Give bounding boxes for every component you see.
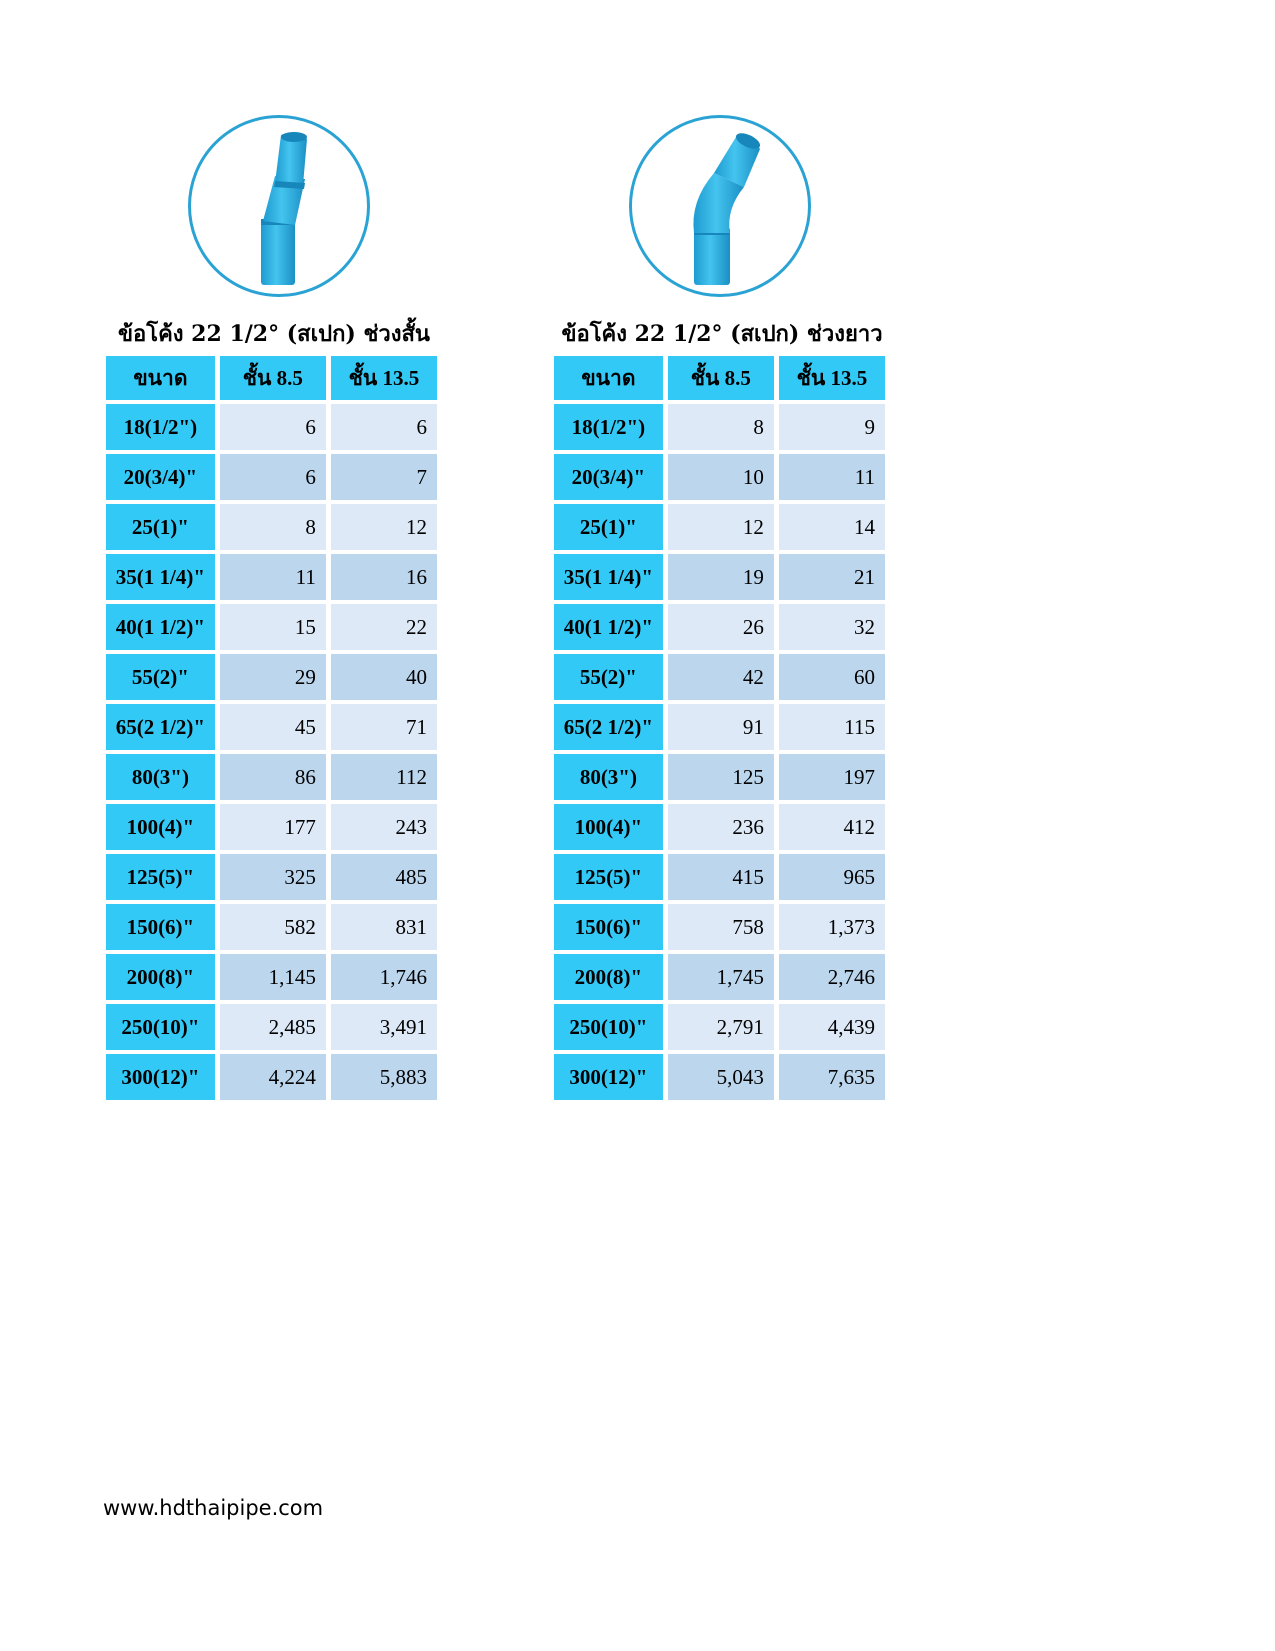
table-row <box>554 954 885 1000</box>
class-13.5-cell: 3,491 <box>331 1004 437 1050</box>
class-8.5-cell: 325 <box>220 854 326 900</box>
class-13.5-cell: 2,746 <box>779 954 885 1000</box>
class-8.5-cell: 8 <box>220 504 326 550</box>
table-row <box>554 904 885 950</box>
class-13.5-cell: 1,746 <box>331 954 437 1000</box>
product-short-elbow <box>106 115 442 1104</box>
table-row <box>554 704 885 750</box>
class-13.5-cell: 1,373 <box>779 904 885 950</box>
table-header-row <box>554 356 885 400</box>
product-long-elbow <box>554 115 890 1104</box>
size-cell: 80(3") <box>106 754 215 800</box>
class-8.5-cell: 1,145 <box>220 954 326 1000</box>
class-8.5-cell: 8 <box>668 404 774 450</box>
size-cell: 20(3/4)" <box>554 454 663 500</box>
table-row <box>106 804 437 850</box>
spec-table-short <box>101 352 442 1104</box>
table-row <box>106 504 437 550</box>
size-cell: 35(1 1/4)" <box>554 554 663 600</box>
class-13.5-cell: 485 <box>331 854 437 900</box>
size-cell: 150(6)" <box>106 904 215 950</box>
class-8.5-cell: 758 <box>668 904 774 950</box>
size-cell: 200(8)" <box>106 954 215 1000</box>
class-13.5-cell: 16 <box>331 554 437 600</box>
table-row <box>554 504 885 550</box>
table-row <box>106 1004 437 1050</box>
table-row <box>554 1054 885 1100</box>
size-cell: 18(1/2") <box>106 404 215 450</box>
size-cell: 25(1)" <box>106 504 215 550</box>
class-8.5-cell: 415 <box>668 854 774 900</box>
table-body <box>554 404 885 1100</box>
size-cell: 35(1 1/4)" <box>106 554 215 600</box>
table-row <box>106 554 437 600</box>
product-image-circle <box>188 115 370 297</box>
size-cell: 65(2 1/2)" <box>554 704 663 750</box>
class-13.5-cell: 40 <box>331 654 437 700</box>
class-8.5-cell: 5,043 <box>668 1054 774 1100</box>
class-13.5-cell: 965 <box>779 854 885 900</box>
class-8.5-cell: 10 <box>668 454 774 500</box>
size-cell: 25(1)" <box>554 504 663 550</box>
size-cell: 20(3/4)" <box>106 454 215 500</box>
header-class-8.5: ชั้น 8.5 <box>220 356 326 400</box>
spec-table-long <box>549 352 890 1104</box>
size-cell: 65(2 1/2)" <box>106 704 215 750</box>
size-cell: 300(12)" <box>106 1054 215 1100</box>
header-size: ขนาด <box>554 356 663 400</box>
class-13.5-cell: 71 <box>331 704 437 750</box>
size-cell: 55(2)" <box>106 654 215 700</box>
class-8.5-cell: 12 <box>668 504 774 550</box>
class-13.5-cell: 21 <box>779 554 885 600</box>
table-row <box>554 804 885 850</box>
class-8.5-cell: 2,791 <box>668 1004 774 1050</box>
class-13.5-cell: 12 <box>331 504 437 550</box>
class-13.5-cell: 115 <box>779 704 885 750</box>
pvc-elbow-long-icon <box>660 121 780 291</box>
size-cell: 150(6)" <box>554 904 663 950</box>
class-13.5-cell: 22 <box>331 604 437 650</box>
size-cell: 80(3") <box>554 754 663 800</box>
class-8.5-cell: 29 <box>220 654 326 700</box>
class-8.5-cell: 26 <box>668 604 774 650</box>
table-row <box>106 654 437 700</box>
class-13.5-cell: 412 <box>779 804 885 850</box>
class-13.5-cell: 5,883 <box>331 1054 437 1100</box>
class-8.5-cell: 15 <box>220 604 326 650</box>
size-cell: 125(5)" <box>106 854 215 900</box>
class-13.5-cell: 32 <box>779 604 885 650</box>
table-row <box>106 604 437 650</box>
class-8.5-cell: 19 <box>668 554 774 600</box>
size-cell: 100(4)" <box>106 804 215 850</box>
table-row <box>106 704 437 750</box>
table-row <box>106 854 437 900</box>
pvc-elbow-short-icon <box>219 121 339 291</box>
class-13.5-cell: 112 <box>331 754 437 800</box>
class-8.5-cell: 86 <box>220 754 326 800</box>
table-row <box>554 854 885 900</box>
class-8.5-cell: 582 <box>220 904 326 950</box>
header-class-13.5: ชั้น 13.5 <box>331 356 437 400</box>
class-8.5-cell: 1,745 <box>668 954 774 1000</box>
header-class-8.5: ชั้น 8.5 <box>668 356 774 400</box>
table-row <box>106 754 437 800</box>
class-13.5-cell: 9 <box>779 404 885 450</box>
size-cell: 300(12)" <box>554 1054 663 1100</box>
size-cell: 55(2)" <box>554 654 663 700</box>
size-cell: 100(4)" <box>554 804 663 850</box>
table-row <box>554 454 885 500</box>
size-cell: 200(8)" <box>554 954 663 1000</box>
class-8.5-cell: 11 <box>220 554 326 600</box>
table-row <box>554 404 885 450</box>
class-13.5-cell: 60 <box>779 654 885 700</box>
table-row <box>106 954 437 1000</box>
product-title-short: ข้อโค้ง 22 1/2° (สเปก) ช่วงสั้น <box>118 321 430 347</box>
size-cell: 40(1 1/2)" <box>106 604 215 650</box>
class-13.5-cell: 831 <box>331 904 437 950</box>
table-header-row <box>106 356 437 400</box>
class-8.5-cell: 91 <box>668 704 774 750</box>
table-row <box>554 1004 885 1050</box>
header-class-13.5: ชั้น 13.5 <box>779 356 885 400</box>
class-8.5-cell: 42 <box>668 654 774 700</box>
product-title-long: ข้อโค้ง 22 1/2° (สเปก) ช่วงยาว <box>561 321 883 347</box>
table-row <box>554 554 885 600</box>
size-cell: 40(1 1/2)" <box>554 604 663 650</box>
class-13.5-cell: 197 <box>779 754 885 800</box>
class-13.5-cell: 11 <box>779 454 885 500</box>
class-8.5-cell: 6 <box>220 454 326 500</box>
size-cell: 18(1/2") <box>554 404 663 450</box>
class-13.5-cell: 7,635 <box>779 1054 885 1100</box>
class-8.5-cell: 6 <box>220 404 326 450</box>
class-8.5-cell: 2,485 <box>220 1004 326 1050</box>
table-row <box>106 904 437 950</box>
class-8.5-cell: 45 <box>220 704 326 750</box>
table-row <box>554 754 885 800</box>
size-cell: 125(5)" <box>554 854 663 900</box>
table-body <box>106 404 437 1100</box>
class-13.5-cell: 14 <box>779 504 885 550</box>
class-13.5-cell: 4,439 <box>779 1004 885 1050</box>
size-cell: 250(10)" <box>106 1004 215 1050</box>
table-row <box>554 604 885 650</box>
table-row <box>106 454 437 500</box>
table-row <box>106 1054 437 1100</box>
size-cell: 250(10)" <box>554 1004 663 1050</box>
class-13.5-cell: 6 <box>331 404 437 450</box>
class-13.5-cell: 7 <box>331 454 437 500</box>
table-row <box>106 404 437 450</box>
class-8.5-cell: 4,224 <box>220 1054 326 1100</box>
class-8.5-cell: 125 <box>668 754 774 800</box>
table-row <box>554 654 885 700</box>
class-8.5-cell: 177 <box>220 804 326 850</box>
product-image-circle <box>629 115 811 297</box>
header-size: ขนาด <box>106 356 215 400</box>
website-url: www.hdthaipipe.com <box>103 1496 324 1520</box>
class-13.5-cell: 243 <box>331 804 437 850</box>
class-8.5-cell: 236 <box>668 804 774 850</box>
